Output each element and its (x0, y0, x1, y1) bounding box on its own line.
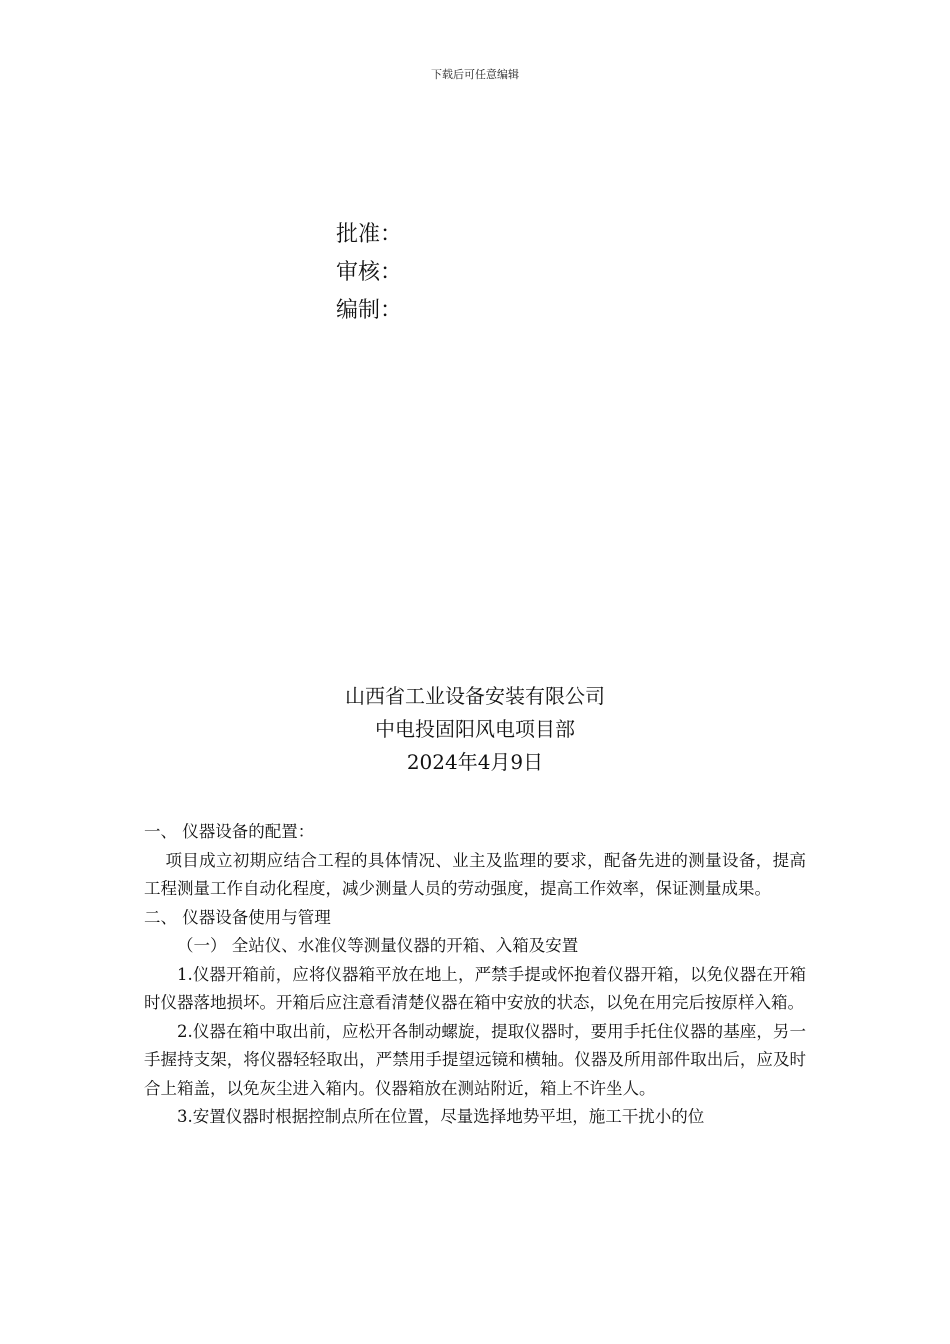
header-note: 下载后可任意编辑 (431, 68, 519, 81)
review-label: 审核： (336, 260, 403, 285)
compile-label: 编制： (336, 298, 403, 323)
department-name: 中电投固阳风电项目部 (375, 717, 575, 741)
document-body (144, 818, 806, 1132)
signoff-block (336, 216, 402, 330)
list-item-1: 1.仪器开箱前，应将仪器箱平放在地上，严禁手提或怀抱着仪器开箱，以免仪器在开箱时仪器落地损坏。开箱后应注意看清楚仪器在箱中安放的状态，以免在用完后按原样入箱。 (144, 964, 806, 1012)
approve-label: 批准： (336, 222, 403, 247)
section-1-heading: 一、 仪器设备的配置： (144, 822, 315, 841)
section-2-heading: 二、 仪器设备使用与管理 (144, 907, 331, 927)
section-1-paragraph: 项目成立初期应结合工程的具体情况、业主及监理的要求，配备先进的测量设备，提高工程测量工作自动化程度，减少测量人员的劳动强度，提高工作效率，保证测量成果。 (144, 850, 806, 898)
list-item-2: 2.仪器在箱中取出前，应松开各制动螺旋，提取仪器时，要用手托住仪器的基座，另一手握持支架，将仪器轻轻取出，严禁用手提望远镜和横轴。仪器及所用部件取出后，应及时合上箱盖，以免灰尘进入箱内。仪器箱放在测站附近，箱上不许坐人。 (144, 1021, 806, 1098)
list-item-3: 3.安置仪器时根据控制点所在位置，尽量选择地势平坦，施工干扰小的位 (177, 1107, 705, 1126)
document-date: 2024年4月9日 (406, 750, 544, 774)
company-name: 山西省工业设备安装有限公司 (345, 684, 605, 708)
organization-block (0, 680, 950, 779)
subsection-1-heading: （一） 全站仪、水准仪等测量仪器的开箱、入箱及安置 (177, 936, 579, 955)
